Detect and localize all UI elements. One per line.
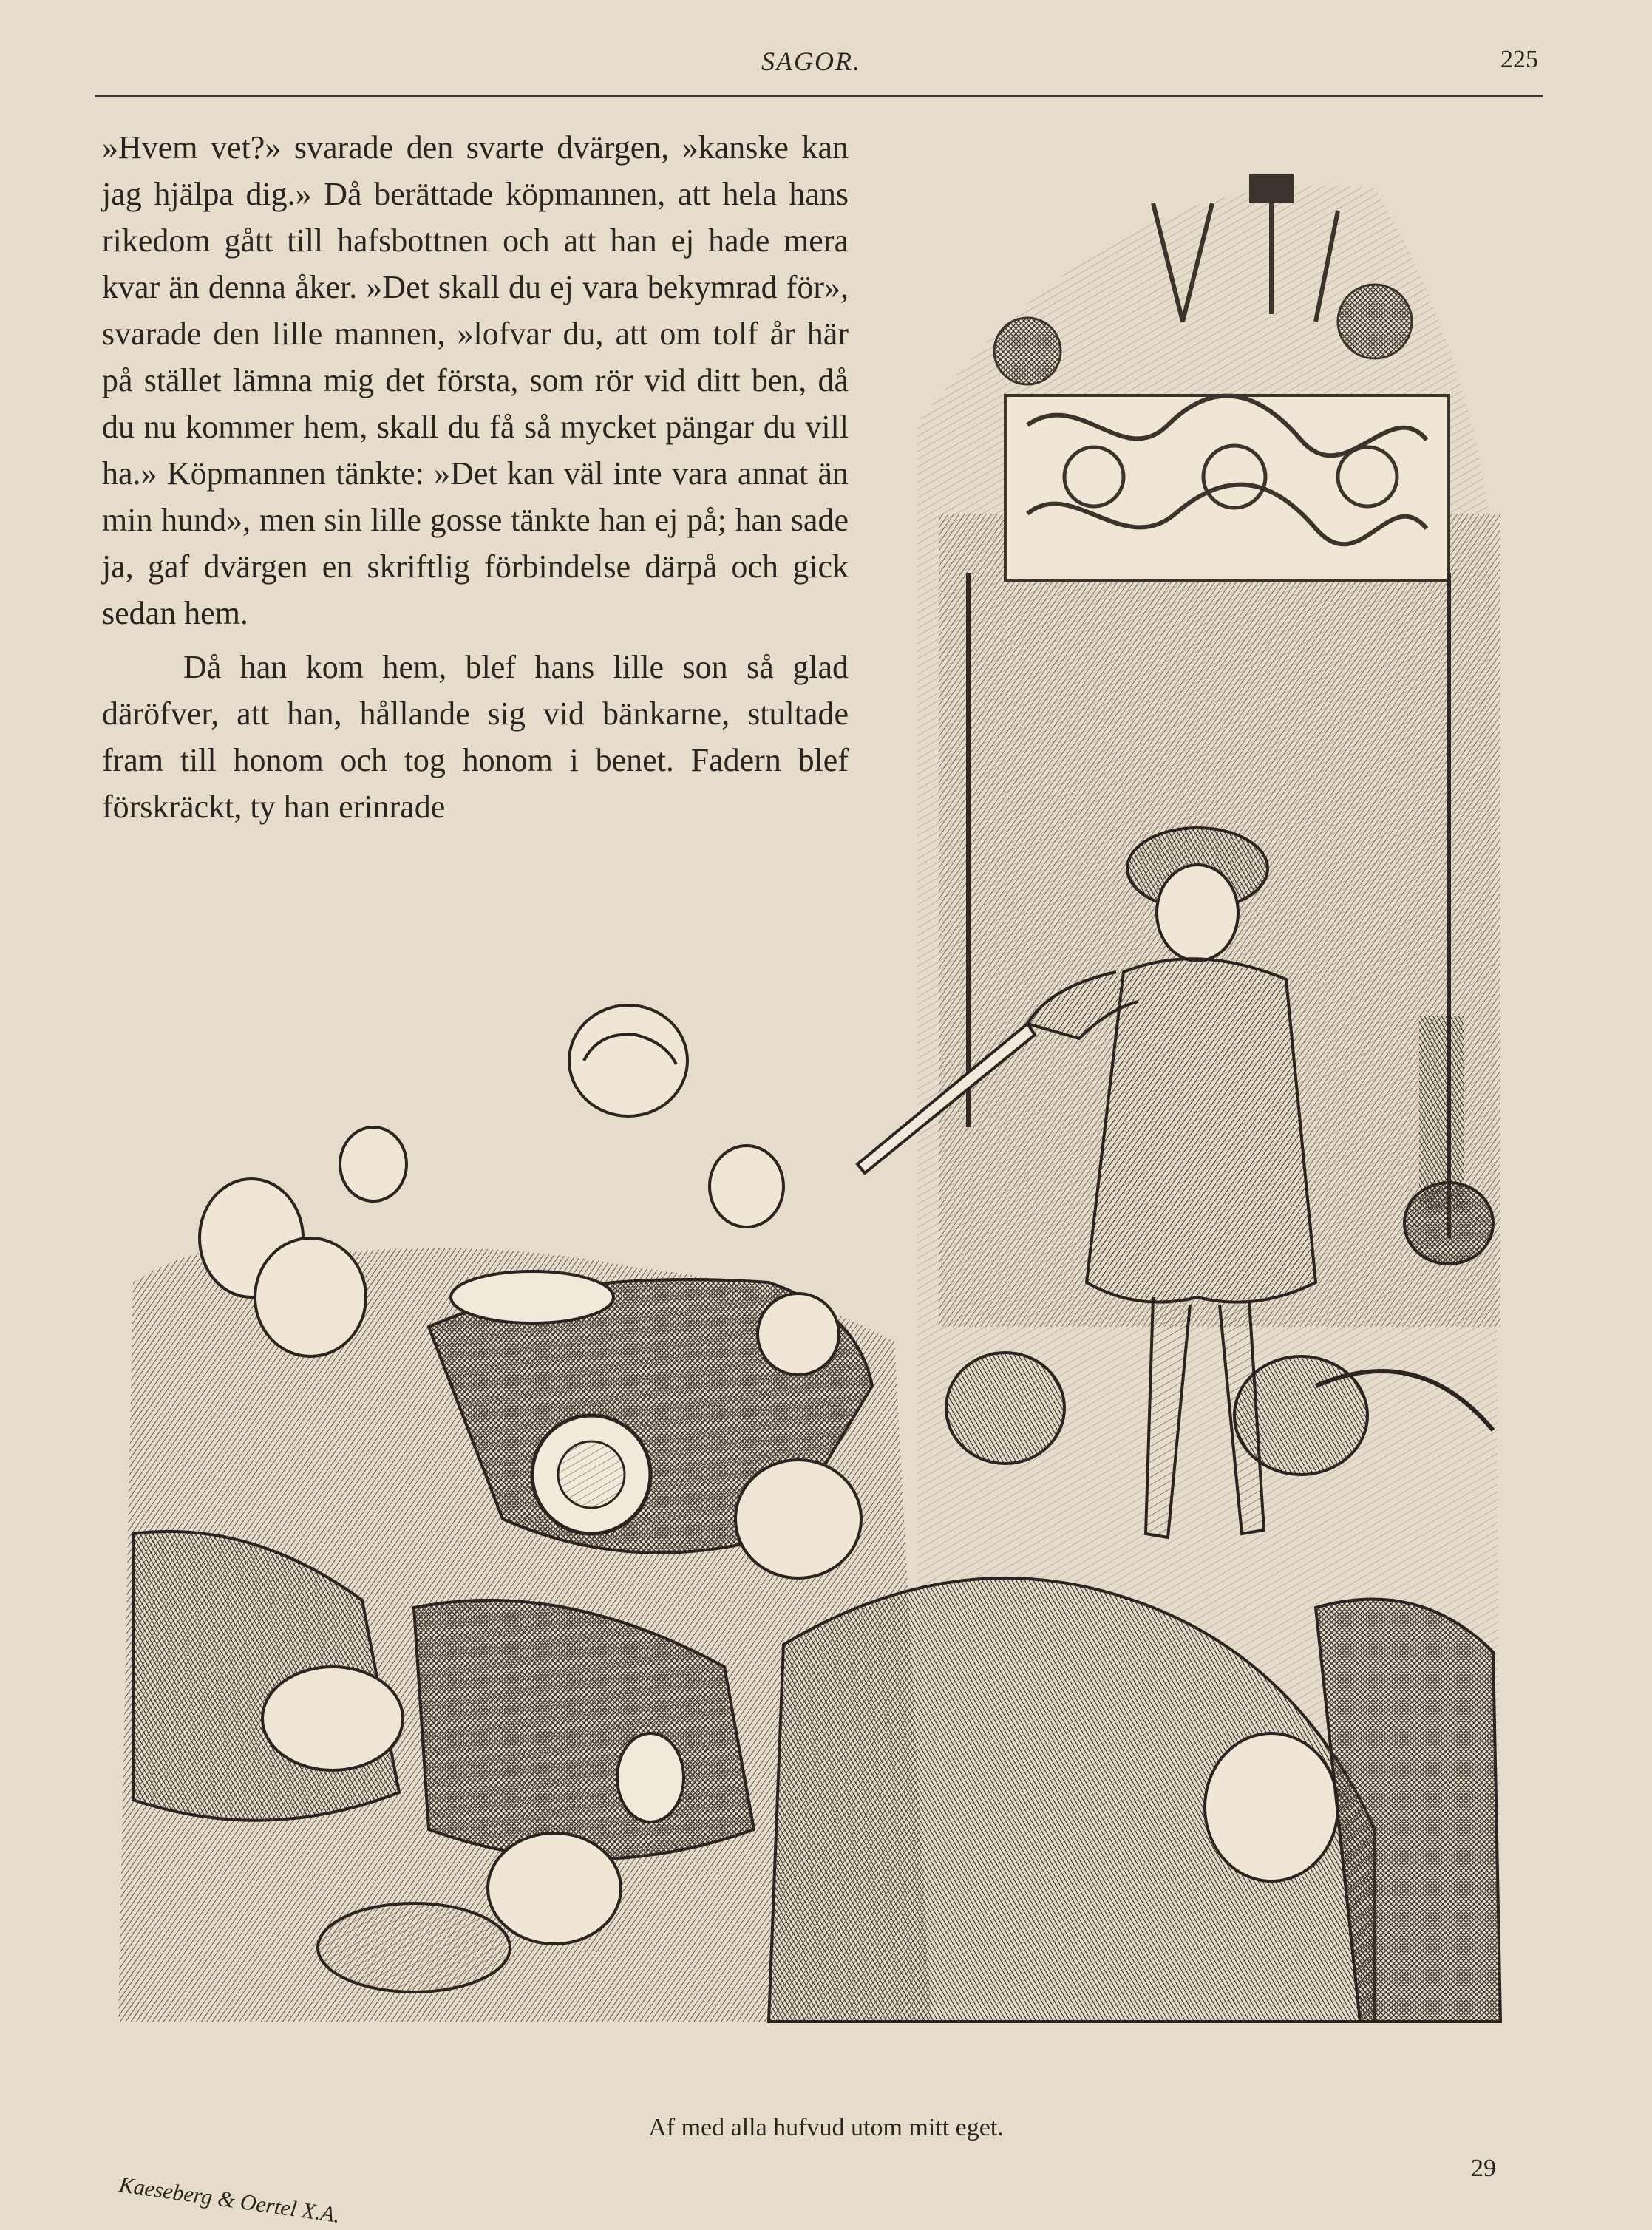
page-number: 225 — [1500, 46, 1538, 73]
body-text — [102, 124, 849, 830]
engraver-signature: Kaeseberg & Oertel X.A. — [118, 2172, 342, 2228]
header-rule — [95, 95, 1543, 97]
paragraph-1: »Hvem vet?» svarade den svarte dvärgen, »kanske kan jag hjälpa dig.» Då berättade köpmannen, att hela hans rikedom gått till hafsbottnen och att han ej hade mera kvar än denna åker. »Det skall du ej vara bekymrad för», svarade den lille mannen, »lofvar du, att om tolf år här på stället lämna mig det första, som rör vid ditt ben, då du nu kommer hem, skall du få så mycket pängar du vill ha.» Köpmannen tänkte: »Det kan väl inte vara annat än min hund», men sin lille gosse tänkte han ej på; han sade ja, gaf dvärgen en skriftlig förbindelse därpå och gick sedan hem. — [102, 129, 849, 631]
floating-heads — [340, 1005, 783, 1227]
paragraph-2: Då han kom hem, blef hans lille son så glad däröfver, att han, hållande sig vid bänkarne, stultade fram till honom och tog honom i benet. Fadern blef förskräckt, ty han erinrade — [102, 649, 849, 825]
running-header-title: SAGOR. — [761, 47, 861, 76]
signature-number: 29 — [1471, 2155, 1496, 2182]
illustration-caption: Af med alla hufvud utom mitt eget. — [648, 2114, 1004, 2141]
